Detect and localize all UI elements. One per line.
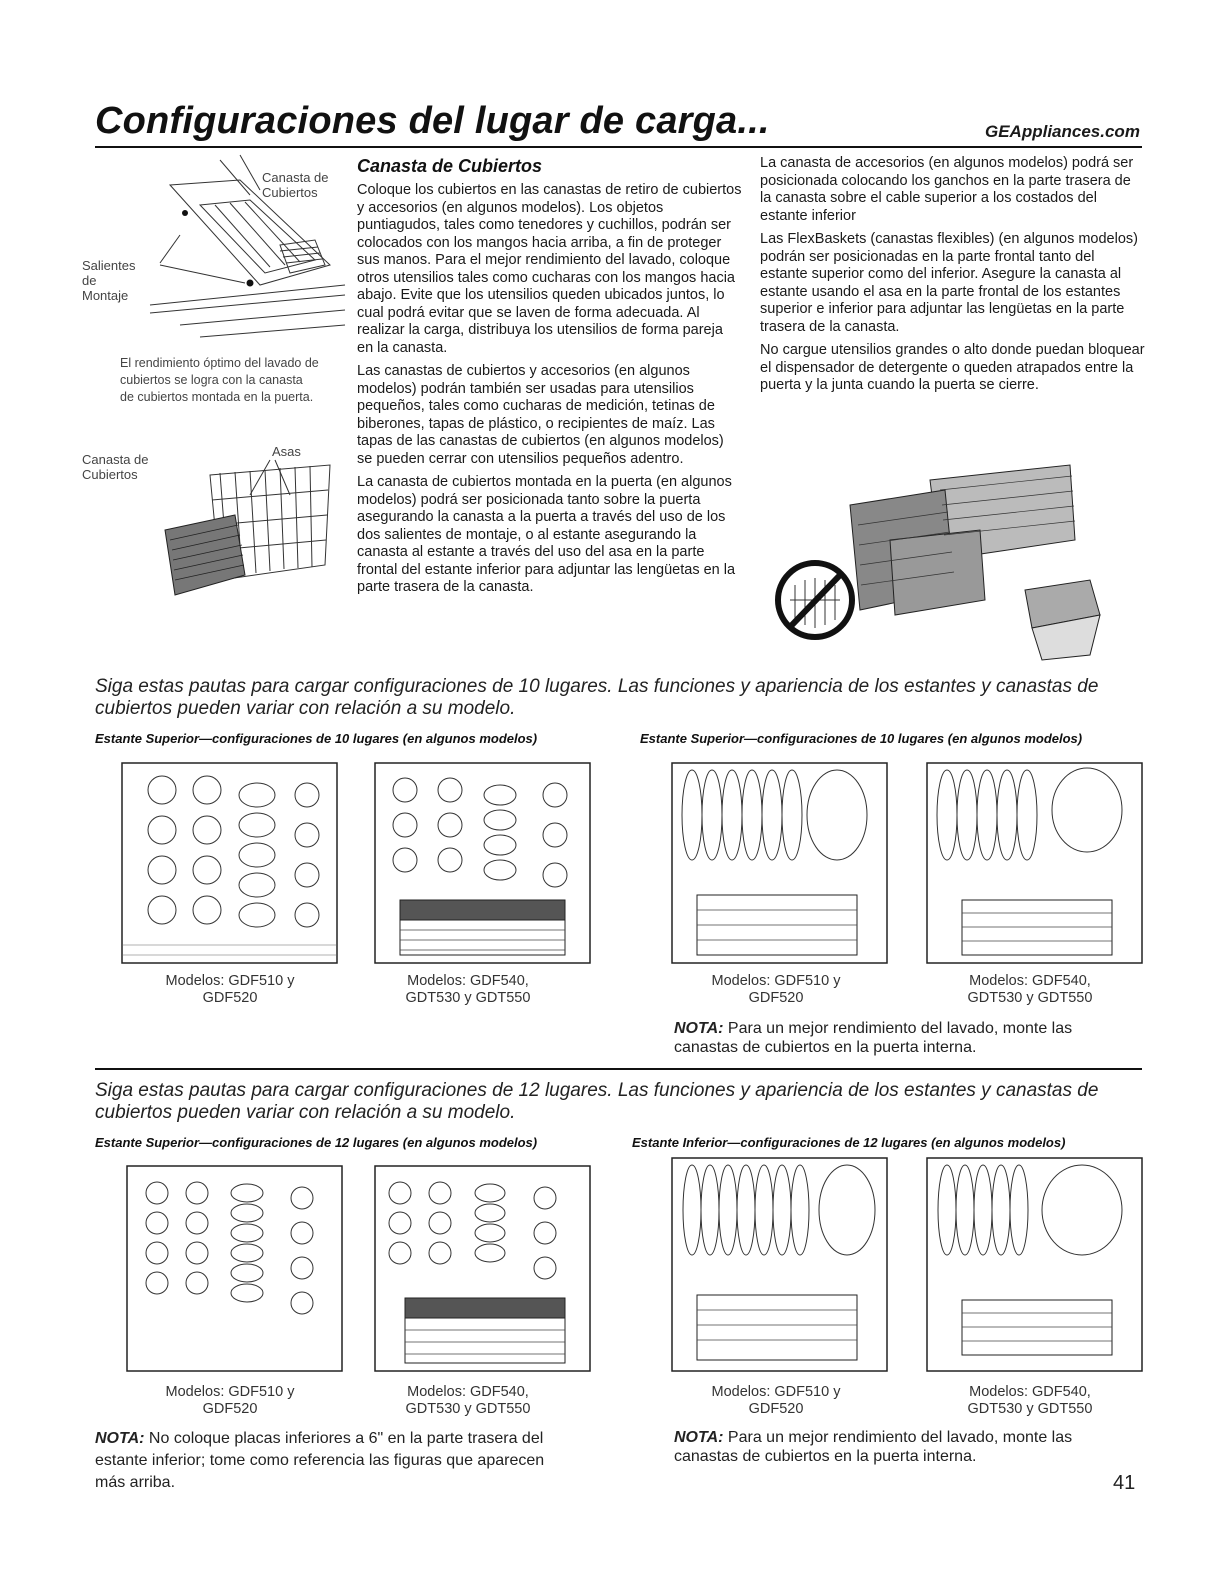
middle-paragraph-3: La canasta de cubiertos montada en la puerta (en algunos modelos) podrá ser posicionada tanto sobre la puerta asegurando la canasta a la puerta a través del uso de los dos salientes de montaje, o al estante asegurando la canasta al estante a través del uso del asa en la parte frontal del estante inferior para adjuntar las lengüetas en la parte trasera de la canasta. <box>357 474 736 595</box>
subhead-10-right: Estante Superior—configuraciones de 10 lugares (en algunos modelos) <box>640 731 1083 746</box>
label-salientes-montaje: Salientes de Montaje <box>82 258 136 303</box>
label-canasta-cubiertos: Canasta de Cubiertos <box>262 170 329 200</box>
model-12-1: Modelos: GDF510 y GDF520 <box>165 1384 295 1417</box>
label-canasta-cubiertos-2: Canasta de Cubiertos <box>82 452 149 482</box>
model-10-3: Modelos: GDF510 y GDF520 <box>711 973 841 1006</box>
model-10-2: Modelos: GDF540, GDT530 y GDT550 <box>405 973 531 1006</box>
middle-column-text <box>357 182 742 603</box>
rack-illustration-10-4 <box>922 755 1147 970</box>
rack-illustration-10-2 <box>370 755 595 970</box>
middle-paragraph-2: Las canastas de cubiertos y accesorios (en algunos modelos) podrán también ser usadas para utensilios pequeños, tales como cucharas de medición, tetinas de biberones, tapas de plástico, o recipientes de maíz. Las tapas de las canastas de cubiertos (en algunos modelos) se pueden cerrar con utensilios pequeños adentro. <box>357 363 724 467</box>
note-10 <box>674 1019 1139 1057</box>
guide-10-places: Siga estas pautas para cargar configuraciones de 10 lugares. Las funciones y apariencia de los estantes y canastas de cubiertos pueden variar con relación a su modelo. <box>95 676 1099 719</box>
figure-caption-door-basket: El rendimiento óptimo del lavado de cubiertos se logra con la canasta de cubiertos montada en la puerta. <box>120 356 319 404</box>
rack-basket-illustration <box>160 455 335 600</box>
guide-12-places: Siga estas pautas para cargar configuraciones de 12 lugares. Las funciones y apariencia de los estantes y canastas de cubiertos pueden variar con relación a su modelo. <box>95 1080 1099 1123</box>
model-10-4: Modelos: GDF540, GDT530 y GDT550 <box>967 973 1093 1006</box>
site-url: GEAppliances.com <box>985 122 1140 141</box>
rack-illustration-12-2 <box>370 1158 595 1378</box>
rack-illustration-12-1 <box>122 1158 347 1378</box>
right-paragraph-3: No cargue utensilios grandes o alto donde puedan bloquear el dispensador de detergente o queden atrapados entre la puerta y la junta cuando la puerta se cierre. <box>760 342 1145 393</box>
right-paragraph-2: Las FlexBaskets (canastas flexibles) (en algunos modelos) podrán ser posicionadas en la parte frontal tanto del estante superior como del inferior. Asegure la canasta al estante usando el asa en la parte frontal de los estantes superior e inferior para adjuntar las lengüetas en la parte trasera de la canasta. <box>760 231 1138 335</box>
note-10-label: NOTA: <box>674 1020 724 1037</box>
rack-illustration-10-1 <box>117 755 342 970</box>
rack-illustration-12-4 <box>922 1150 1147 1378</box>
page-title: Configuraciones del lugar de carga... <box>95 100 770 142</box>
page-number: 41 <box>1113 1472 1136 1494</box>
subhead-10-left: Estante Superior—configuraciones de 10 lugares (en algunos modelos) <box>95 731 538 746</box>
section-rule <box>95 1068 1142 1070</box>
model-12-4: Modelos: GDF540, GDT530 y GDT550 <box>967 1384 1093 1417</box>
model-12-3: Modelos: GDF510 y GDF520 <box>711 1384 841 1417</box>
right-column-text <box>760 155 1145 401</box>
model-10-1: Modelos: GDF510 y GDF520 <box>165 973 295 1006</box>
label-asas: Asas <box>272 444 301 459</box>
note-10-text: Para un mejor rendimiento del lavado, monte las canastas de cubiertos en la puerta interna. <box>674 1020 1073 1056</box>
subhead-12-left: Estante Superior—configuraciones de 12 lugares (en algunos modelos) <box>95 1135 538 1150</box>
rack-illustration-12-3 <box>667 1150 892 1378</box>
note-12-left-label: NOTA: <box>95 1430 145 1447</box>
note-12-left-text: No coloque placas inferiores a 6" en la parte trasera del estante inferior; tome como referencia las figuras que aparecen más arriba. <box>95 1430 545 1491</box>
note-12-left <box>95 1428 555 1494</box>
rack-illustration-10-3 <box>667 755 892 970</box>
section-heading-canasta: Canasta de Cubiertos <box>357 156 543 176</box>
subhead-12-right: Estante Inferior—configuraciones de 12 lugares (en algunos modelos) <box>632 1135 1066 1150</box>
note-12-right <box>674 1428 1139 1466</box>
right-paragraph-1: La canasta de accesorios (en algunos modelos) podrá ser posicionada colocando los ganchos en la parte trasera de la canasta sobre el cable superior a los costados del estante inferior <box>760 155 1134 224</box>
note-12-right-label: NOTA: <box>674 1429 724 1446</box>
middle-paragraph-1: Coloque los cubiertos en las canastas de retiro de cubiertos y accesorios (en algunos modelos). Los objetos puntiagudos, tales como tenedores y cuchillos, podrán ser colocados con los mangos hacia arriba, a fin de proteger sus manos. Para el mejor rendimiento del lavado, coloque otros utensilios tales como cucharas con los mangos hacia abajo. Evite que los utensilios queden ubicados juntos, lo cual podrá evitar que se laven de forma adecuada. Al realizar la carga, distribuya los utensilios de forma pareja en la canasta. <box>357 182 742 356</box>
note-12-right-text: Para un mejor rendimiento del lavado, monte las canastas de cubiertos en la puerta interna. <box>674 1429 1073 1465</box>
flexbasket-illustration <box>770 450 1110 665</box>
model-12-2: Modelos: GDF540, GDT530 y GDT550 <box>405 1384 531 1417</box>
header-rule <box>95 146 1142 148</box>
